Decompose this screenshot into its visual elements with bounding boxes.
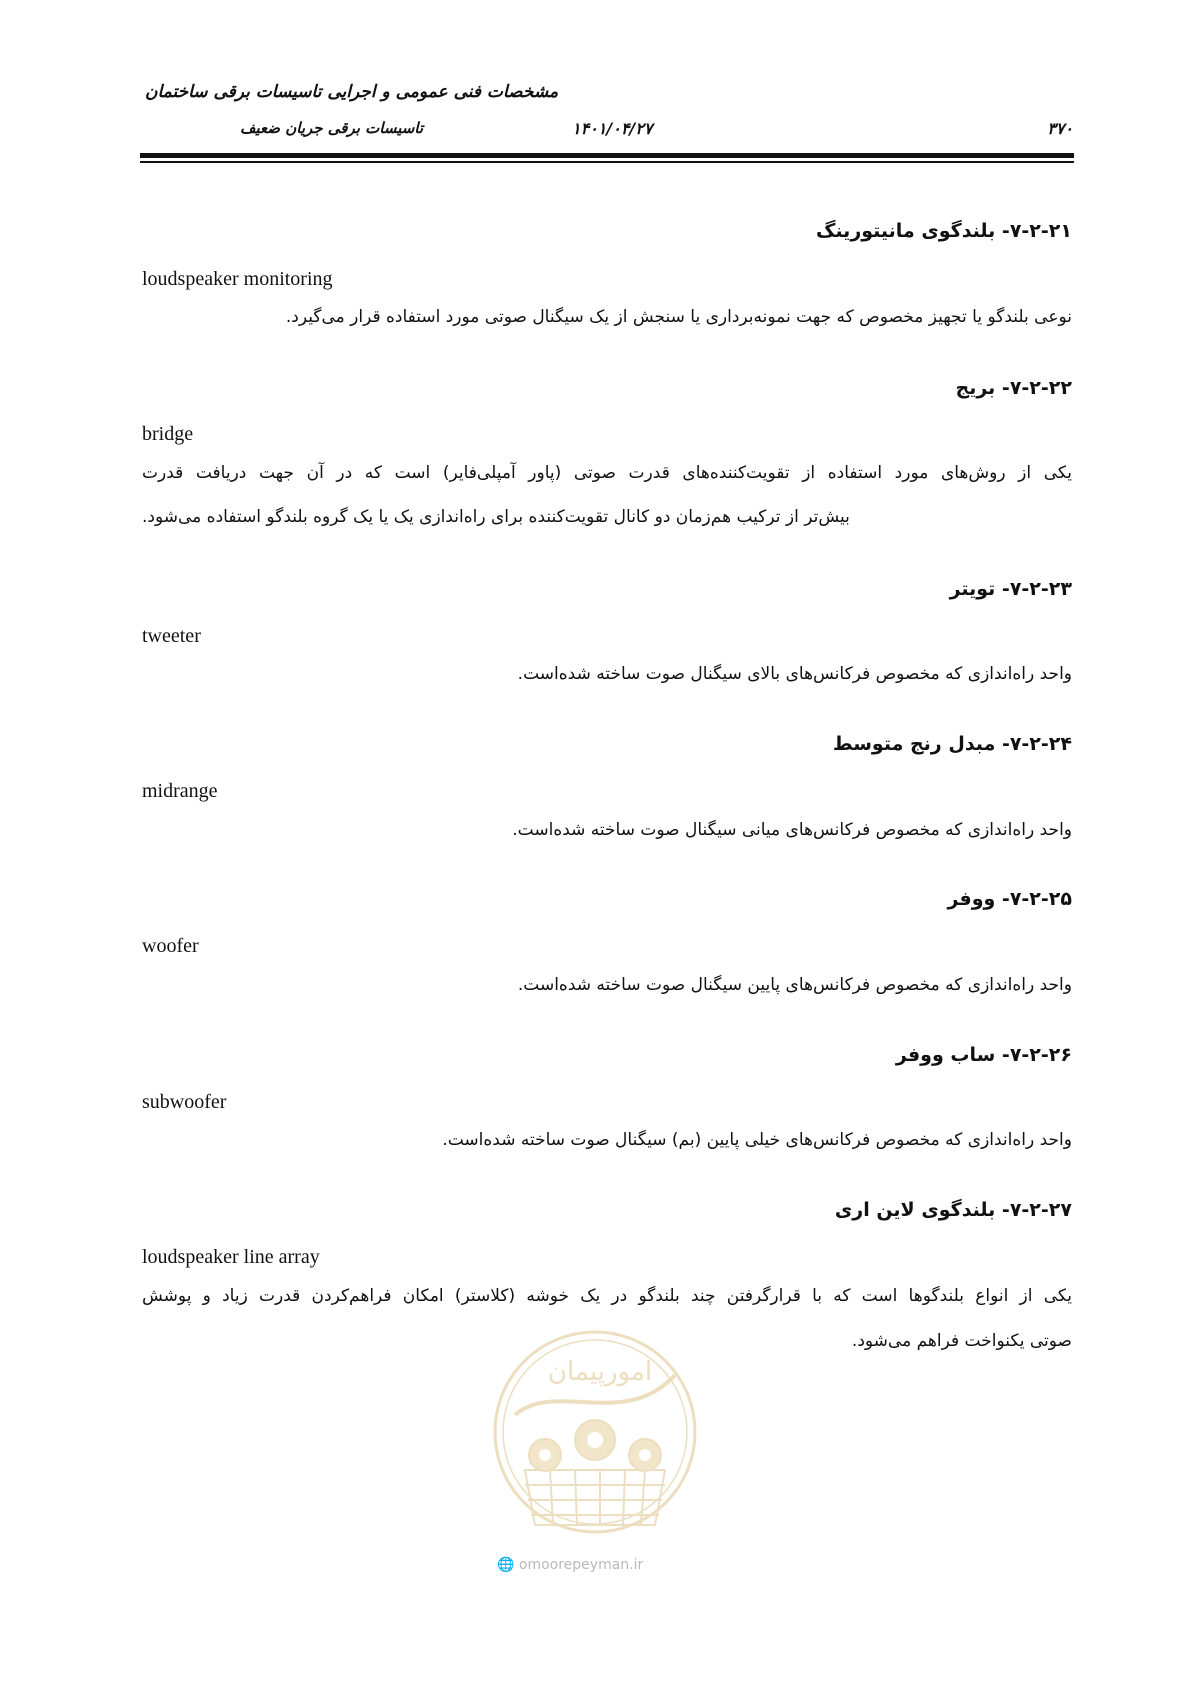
section-heading: ۷-۲-۲۳- تویتر <box>949 578 1072 600</box>
watermark-url-text: omoorepeyman.ir <box>518 1557 644 1573</box>
document-title: مشخصات فنی عمومی و اجرایی تاسیسات برقی ساختمان <box>145 82 559 102</box>
page-number: ۳۷۰ <box>1047 119 1073 138</box>
english-term: woofer <box>142 935 199 957</box>
definition-line: واحد راه‌اندازی که مخصوص فرکانس‌های بالای سیگنال صوت ساخته شده‌است. <box>517 664 1072 684</box>
definition-line: صوتی یکنواخت فراهم می‌شود. <box>851 1331 1072 1351</box>
section-heading: ۷-۲-۲۷- بلندگوی لاین اری <box>834 1199 1072 1221</box>
definition-line: نوعی بلندگو یا تجهیز مخصوص که جهت نمونه‌برداری یا سنجش از یک سیگنال صوتی مورد استفاده قرار می‌گیرد. <box>285 307 1072 327</box>
definition-line: واحد راه‌اندازی که مخصوص فرکانس‌های میانی سیگنال صوت ساخته شده‌است. <box>512 820 1072 840</box>
definition-line: واحد راه‌اندازی که مخصوص فرکانس‌های خیلی پایین (بم) سیگنال صوت ساخته شده‌است. <box>442 1130 1072 1150</box>
english-term: loudspeaker monitoring <box>142 268 333 290</box>
english-term: midrange <box>142 780 218 802</box>
revision-date: ۱۴۰۱/۰۴/۲۷ <box>572 119 653 138</box>
section-heading: ۷-۲-۲۴- مبدل رنج متوسط <box>832 733 1072 755</box>
definition-line: یکی از انواع بلندگوها است که با قرارگرفتن چند بلندگو در یک خوشه (کلاستر) امکان فراهم‌کردن قدرت زیاد و پوشش <box>142 1286 1072 1306</box>
section-heading: ۷-۲-۲۶- ساب ووفر <box>895 1044 1072 1066</box>
english-term: tweeter <box>142 625 201 647</box>
section-heading: ۷-۲-۲۲- بریج <box>955 377 1072 399</box>
definition-line: یکی از روش‌های مورد استفاده از تقویت‌کننده‌های قدرت صوتی (پاور آمپلی‌فایر) است که در آن جهت دریافت قدرت <box>142 463 1072 483</box>
english-term: subwoofer <box>142 1091 227 1113</box>
section-heading: ۷-۲-۲۵- ووفر <box>947 888 1072 910</box>
definition-line-text: بیش‌تر از ترکیب هم‌زمان دو کانال تقویت‌کننده برای راه‌اندازی یک یا یک گروه بلندگو استفاده می‌شود. <box>142 507 850 527</box>
english-term: loudspeaker line array <box>142 1246 320 1268</box>
english-term: bridge <box>142 423 194 445</box>
watermark-logo-text: امورپیمان <box>547 1357 653 1387</box>
watermark-url <box>497 1557 643 1573</box>
watermark-logo <box>485 1320 705 1550</box>
chapter-subtitle: تاسیسات برقی جریان ضعیف <box>240 119 424 137</box>
header-rule-thin <box>140 161 1074 163</box>
definition-line: واحد راه‌اندازی که مخصوص فرکانس‌های پایین سیگنال صوت ساخته شده‌است. <box>517 975 1072 995</box>
globe-icon: 🌐 <box>497 1557 515 1573</box>
section-heading: ۷-۲-۲۱- بلندگوی مانیتورینگ <box>815 220 1072 242</box>
header-rule-thick <box>140 153 1074 158</box>
